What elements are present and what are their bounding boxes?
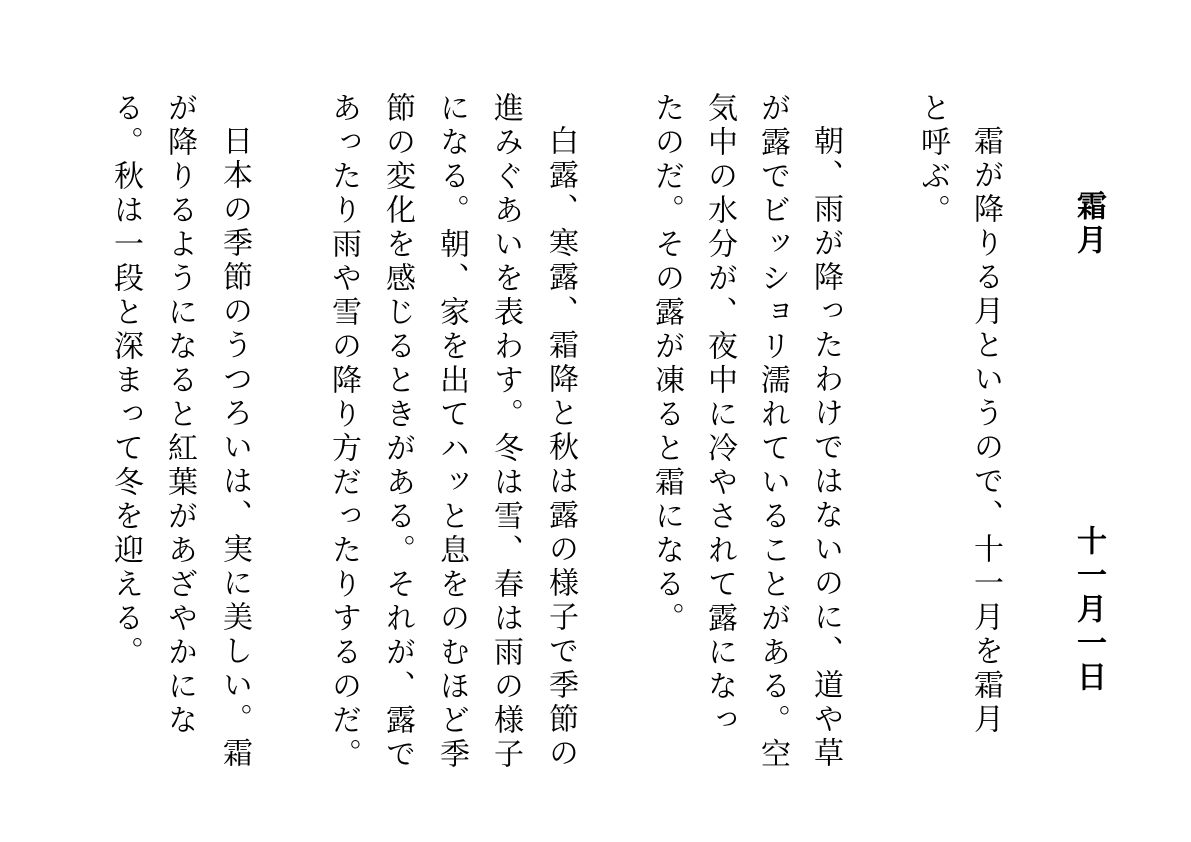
text-line: が降りるようになると紅葉があざやかにな <box>162 92 197 738</box>
document-date: 十一月一日 <box>1071 525 1106 695</box>
text-line: 朝、雨が降ったわけではないのに、道や草 <box>808 125 843 771</box>
text-line: 節の変化を感じるときがある。それが、露で <box>380 92 415 772</box>
text-line: になる。朝、家を出てハッと息をのむほど季 <box>434 92 469 772</box>
text-line: あったり雨や雪の降り方だったりするのだ。 <box>326 92 361 772</box>
text-line: が露でビッショリ濡れていることがある。空 <box>755 92 790 772</box>
text-line: 日本の季節のうつろいは、実に美しい。霜 <box>217 125 252 771</box>
text-line: 進みぐあいを表わす。冬は雪、春は雨の様子 <box>488 92 523 772</box>
text-line: る。秋は一段と深まって冬を迎える。 <box>108 92 143 670</box>
text-line: と呼ぶ。 <box>915 92 950 228</box>
text-line: たのだ。その露が凍ると霜になる。 <box>649 92 684 636</box>
text-line: 白露、寒露、霜降と秋は露の様子で季節の <box>543 125 578 771</box>
text-line: 霜が降りる月というので、十一月を霜月 <box>968 125 1003 737</box>
document-title: 霜月 <box>1071 190 1106 258</box>
text-line: 気中の水分が、夜中に冷やされて露になっ <box>702 92 737 738</box>
